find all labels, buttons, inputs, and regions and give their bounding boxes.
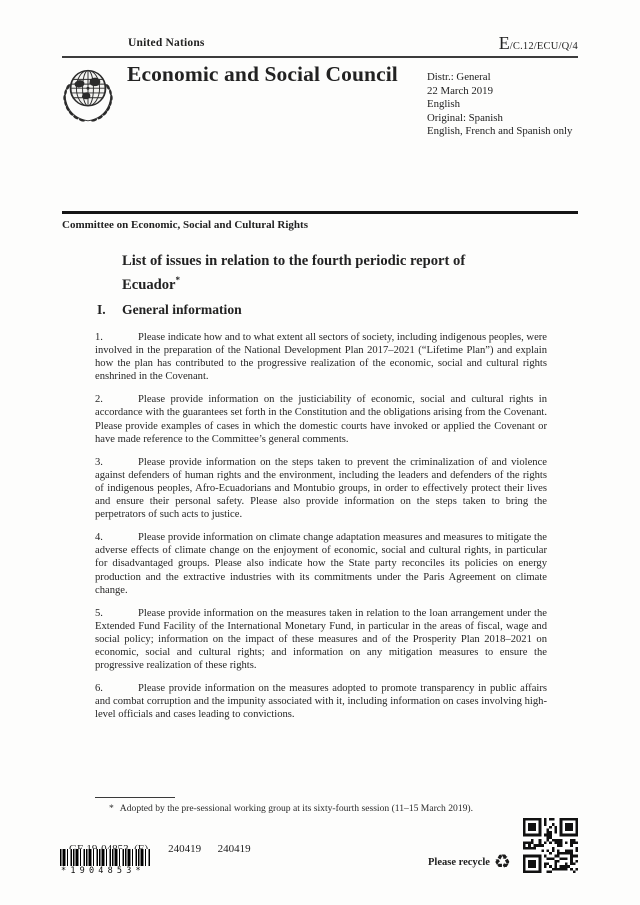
document-symbol bbox=[499, 33, 578, 54]
section-heading bbox=[97, 302, 242, 318]
paragraph-number: 3. bbox=[95, 456, 103, 468]
paragraph-5 bbox=[95, 607, 547, 672]
paragraph-text: Please provide information on the steps taken to prevent the criminalization of and violence against defenders of human rights and the environment, including the leaders and defenders of the rights of indigenous peoples, Afro-Ecuadorians and Montubio groups, in order to effectively protect their lives and ensure their personal safety. Please also provide information on the steps taken to bring the perpetrators of such acts to justice. bbox=[95, 456, 547, 521]
title-footnote-marker: * bbox=[175, 274, 181, 285]
languages-note-line: English, French and Spanish only bbox=[427, 125, 573, 138]
ge-date-codes: 240419 240419 bbox=[168, 843, 251, 855]
paragraph-text: Please provide information on the justiciability of economic, social and cultural rights in accordance with the guarantees set forth in the Constitution and the obligations arising from the Covenant. Please provide examples of cases in which the domestic courts have invoked or applied the Covenant or have made reference to the Committee’s general comments. bbox=[95, 394, 547, 445]
paragraph-2 bbox=[95, 393, 547, 445]
header-rule bbox=[62, 56, 578, 58]
paragraph-1 bbox=[95, 331, 547, 383]
distr-line: Distr.: General bbox=[427, 71, 491, 83]
document-title bbox=[122, 252, 522, 294]
language-line: English bbox=[427, 98, 460, 111]
footnote bbox=[95, 803, 545, 814]
recycle-icon: ♻ bbox=[493, 851, 511, 873]
paragraph-text: Please provide information on climate change adaptation measures and measures to mitigate the adverse effects of climate change on the enjoyment of economic, social and cultural rights, in particular for disadvantaged groups. Please also indicate how the State party reconciles its policies on energy production and the extractive industries with its commitments under the Paris Agreement on climate change. bbox=[95, 532, 547, 596]
recycle-label: Please recycle bbox=[428, 857, 490, 868]
paragraph-text: Please indicate how and to what extent all sectors of society, including indigenous peoples, were involved in the preparation of the National Development Plan 2017–2021 (“Lifetime Plan”) and explain how the plan has contributed to the progressive realization of the economic, social and cultural rights enshrined in the Covenant. bbox=[95, 332, 547, 383]
footnote-rule bbox=[95, 797, 175, 798]
footnote-marker: * bbox=[109, 803, 114, 814]
org-name: United Nations bbox=[128, 37, 205, 49]
original-language-line: Original: Spanish bbox=[427, 111, 503, 124]
paragraph-4 bbox=[95, 531, 547, 596]
recycle-notice bbox=[428, 853, 511, 872]
paragraph-number: 4. bbox=[95, 532, 103, 544]
document-title-text: List of issues in relation to the fourth periodic report of Ecuador bbox=[122, 253, 466, 293]
un-emblem-icon bbox=[54, 60, 122, 130]
paragraph-number: 5. bbox=[95, 607, 103, 619]
section-divider-rule bbox=[62, 211, 578, 214]
barcode-text: *1904853* bbox=[61, 866, 145, 876]
paragraph-3 bbox=[95, 456, 547, 521]
paragraph-number: 2. bbox=[95, 394, 103, 406]
section-numeral: I. bbox=[97, 302, 106, 317]
barcode-icon bbox=[60, 849, 150, 866]
paragraph-number: 1. bbox=[95, 332, 103, 343]
qr-code-icon bbox=[523, 818, 578, 873]
paragraph-number: 6. bbox=[95, 683, 103, 695]
section-heading-label: General information bbox=[122, 302, 242, 317]
document-symbol-rest: /C.12/ECU/Q/4 bbox=[509, 41, 578, 52]
paragraph-text: Please provide information on the measures taken in relation to the loan arrangement under the Extended Fund Facility of the International Monetary Fund, in particular in the areas of fiscal, wage and social policy; information on the impact of these measures and of the Prosperity Plan 2018–2021 on economic, social and cultural rights; and information on any mitigation measures to ensure the progressive realization of these rights. bbox=[95, 607, 547, 672]
committee-name: Committee on Economic, Social and Cultural Rights bbox=[62, 219, 308, 231]
date-line: 22 March 2019 bbox=[427, 84, 493, 97]
document-symbol-major: E bbox=[498, 33, 510, 53]
footnote-text: Adopted by the pre-sessional working group at its sixty-fourth session (11–15 March 2019). bbox=[119, 803, 474, 814]
council-title: Economic and Social Council bbox=[127, 62, 398, 86]
paragraph-text: Please provide information on the measures adopted to promote transparency in public affairs and combat corruption and the impunity associated with it, including information on cases involving high-level officials and cases leading to convictions. bbox=[95, 683, 547, 721]
distribution-block bbox=[427, 71, 572, 139]
paragraph-6 bbox=[95, 682, 547, 721]
body-text bbox=[95, 331, 547, 731]
